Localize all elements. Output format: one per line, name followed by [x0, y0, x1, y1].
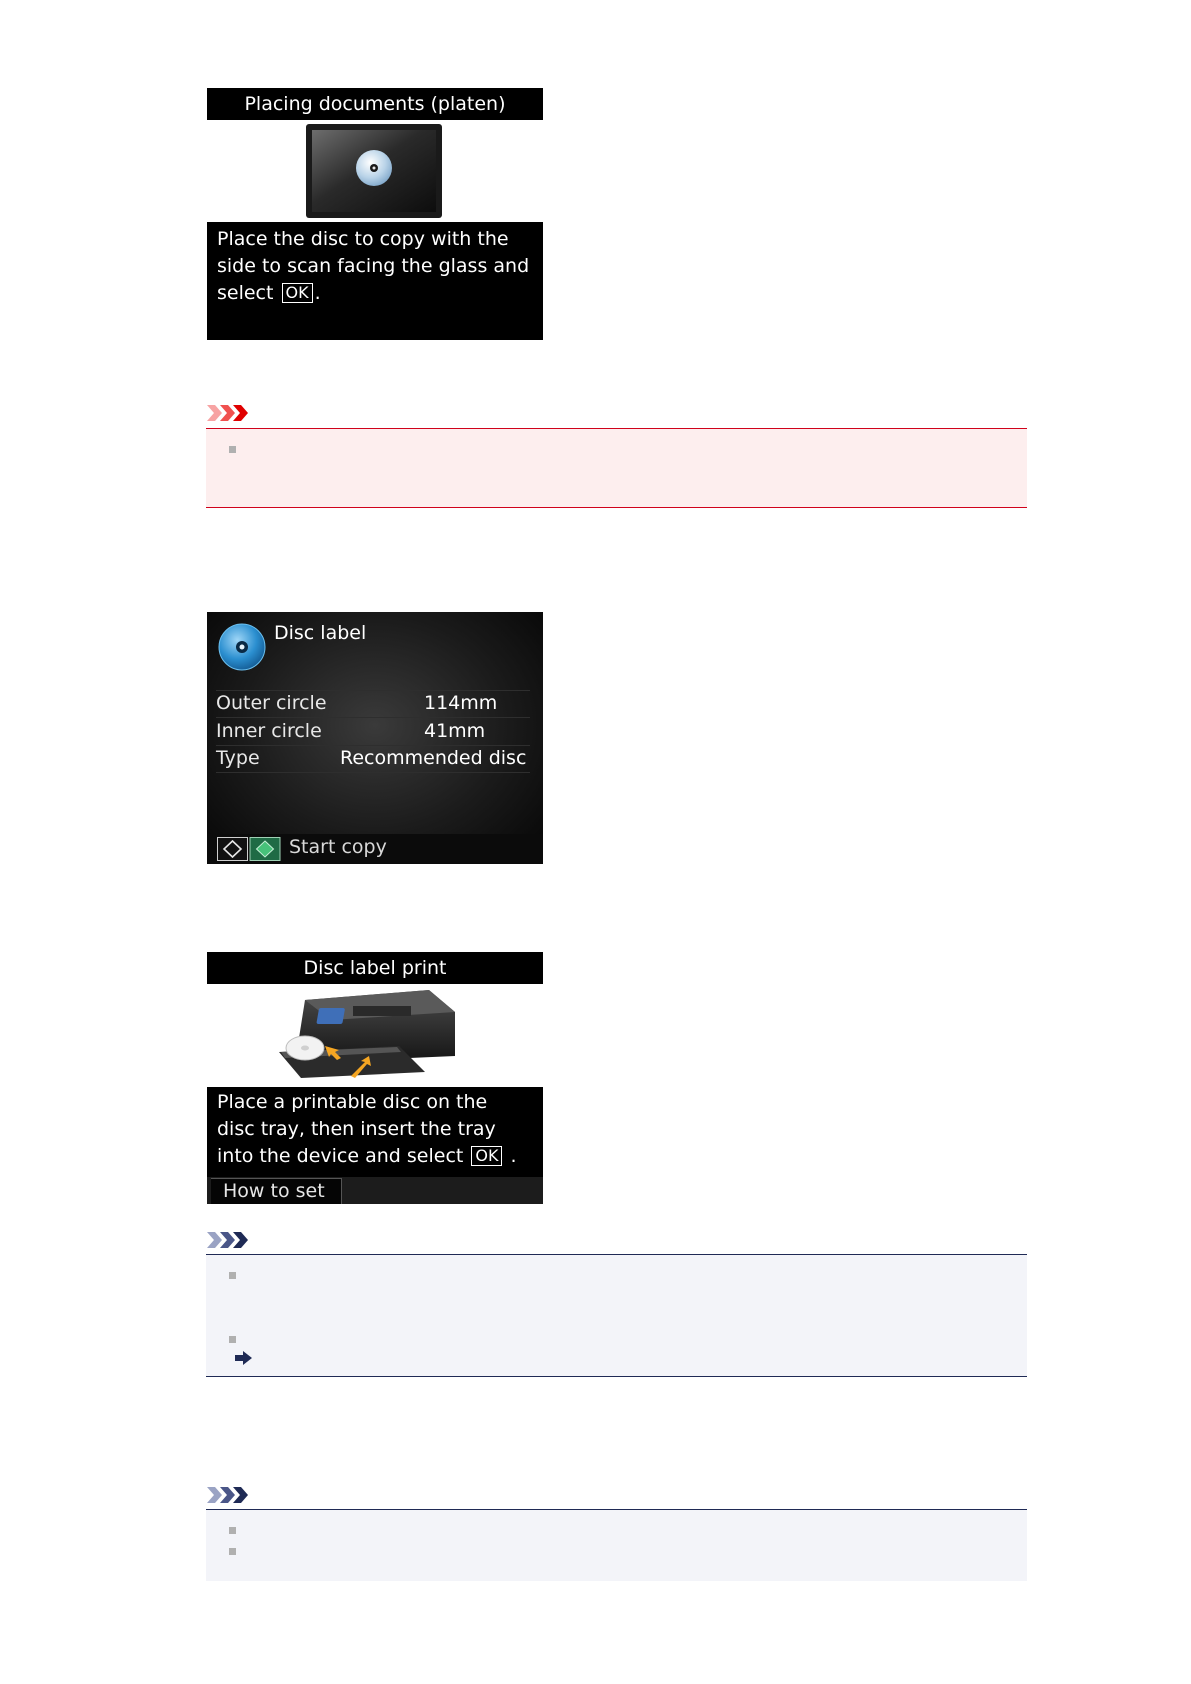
start-icon	[217, 837, 281, 861]
important-callout	[206, 428, 1027, 508]
lcd-title: Disc label	[274, 622, 367, 644]
lcd-bottom-bar	[207, 834, 543, 864]
row-value: 41mm	[424, 720, 486, 742]
ok-icon: OK	[282, 283, 313, 303]
divider	[216, 690, 530, 691]
lcd-screen-disc-label-print	[207, 952, 543, 1204]
disc-icon	[218, 623, 266, 671]
lcd-screen-placing-documents	[207, 88, 543, 340]
message-line: Place the disc to copy with the	[217, 228, 509, 250]
lcd-title: Disc label print	[207, 952, 543, 984]
disc-on-glass-illustration	[306, 124, 442, 218]
message-line: select OK .	[217, 282, 321, 304]
row-value: Recommended disc	[340, 747, 527, 769]
lcd-message	[207, 1087, 543, 1177]
how-to-set-tab[interactable]	[211, 1178, 342, 1204]
lcd-title: Placing documents (platen)	[207, 88, 543, 120]
bullet-icon	[229, 446, 236, 453]
divider	[216, 745, 530, 746]
start-copy-label: Start copy	[289, 836, 387, 858]
how-to-set-label: How to set	[223, 1180, 325, 1202]
row-label: Inner circle	[216, 720, 322, 742]
bullet-icon	[229, 1272, 236, 1279]
important-icon	[207, 403, 255, 423]
lcd-screen-disc-label	[207, 612, 543, 864]
link-arrow-icon[interactable]	[235, 1351, 252, 1365]
row-value: 114mm	[424, 692, 498, 714]
bullet-icon	[229, 1527, 236, 1534]
message-line: side to scan facing the glass and	[217, 255, 530, 277]
note-callout	[206, 1509, 1027, 1581]
bullet-icon	[229, 1336, 236, 1343]
printer-disc-tray-illustration	[279, 986, 473, 1084]
note-icon	[207, 1230, 255, 1250]
divider	[216, 772, 530, 773]
lcd-message	[207, 222, 543, 340]
message-line: disc tray, then insert the tray	[217, 1118, 496, 1140]
ok-icon: OK	[471, 1146, 502, 1166]
note-callout	[206, 1254, 1027, 1377]
lcd-bottom-bar	[207, 1177, 543, 1204]
message-line: Place a printable disc on the	[217, 1091, 488, 1113]
divider	[216, 717, 530, 718]
bullet-icon	[229, 1548, 236, 1555]
note-icon	[207, 1485, 255, 1505]
row-label: Outer circle	[216, 692, 327, 714]
row-label: Type	[216, 747, 260, 769]
message-line: into the device and select OK .	[217, 1145, 517, 1167]
